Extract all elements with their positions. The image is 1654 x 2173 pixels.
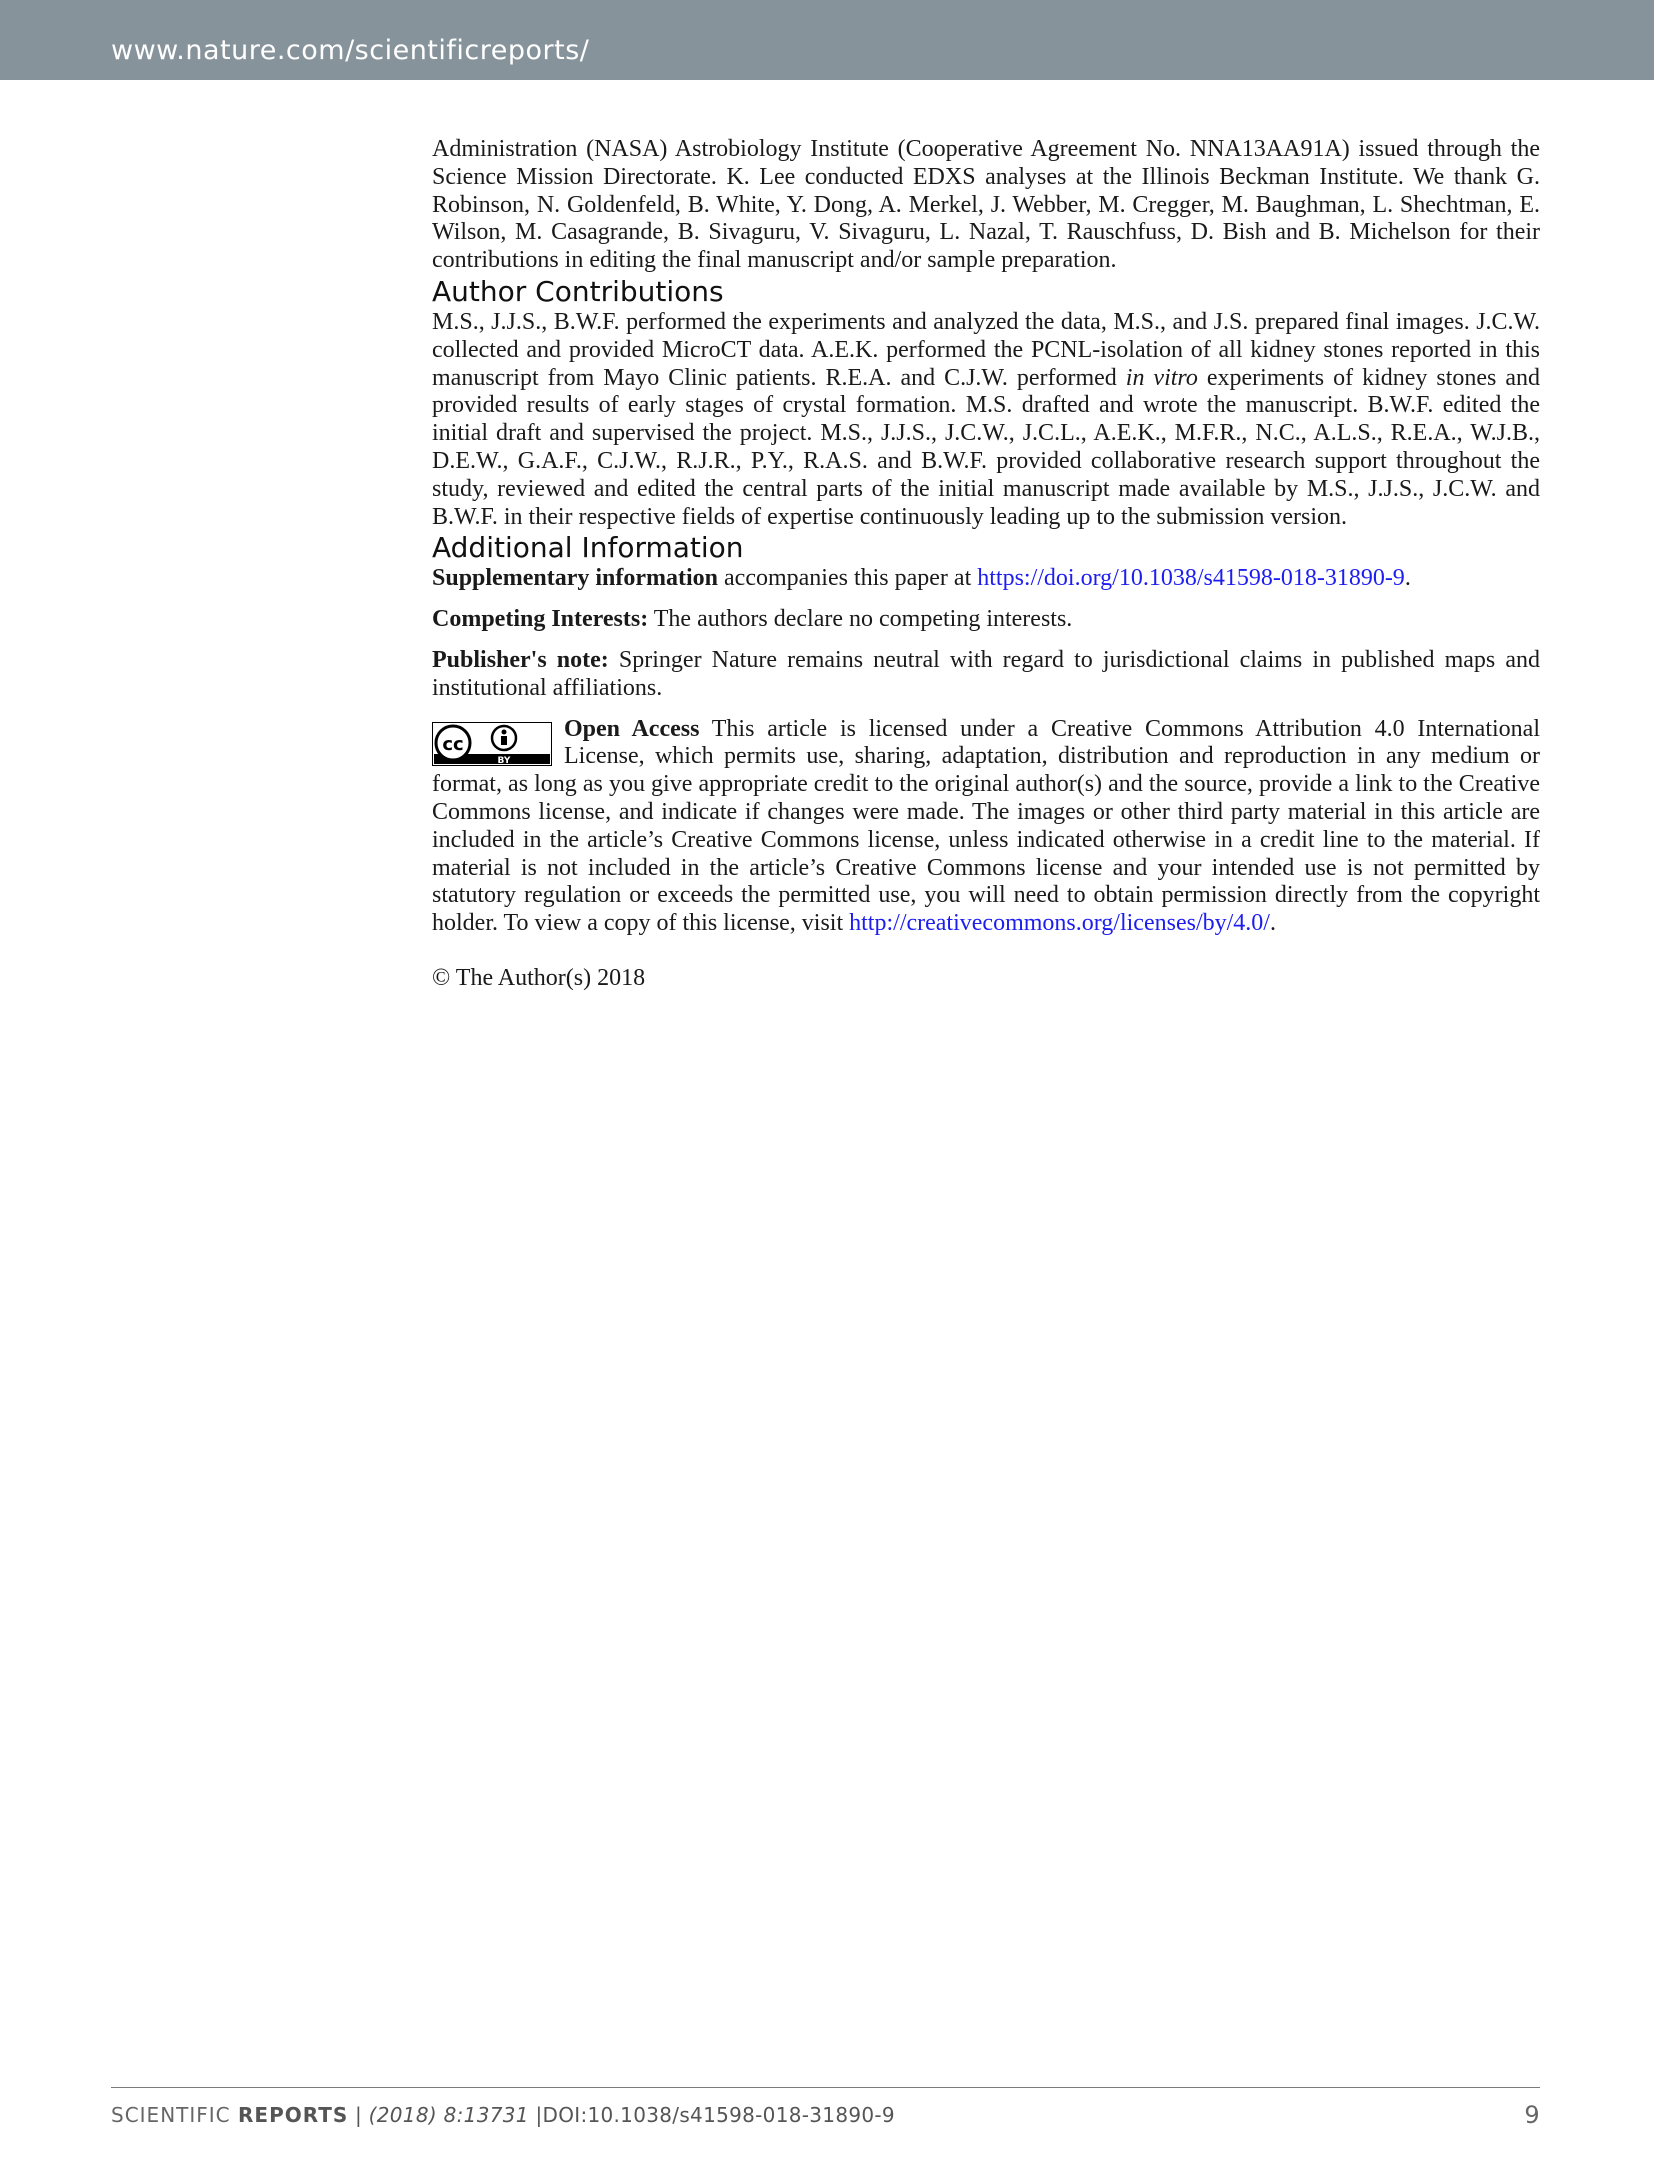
publisher-text: Springer Nature remains neutral with regard to jurisdictional claims in published maps and institutional affiliations. bbox=[432, 646, 1540, 701]
author-contributions-text-a: M.S., J.J.S., B.W.F. performed the experiments and analyzed the data, M.S., and J.S. prepared final images. J.C.W. collected and provided MicroCT data. A.E.K. performed the PCNL-isolation of all kidney stones reported in this manuscript from Mayo Clinic patients. R.E.A. and C.J.W. performed bbox=[432, 308, 1540, 391]
author-contributions-text-b: experiments of kidney stones and provided results of early stages of crystal formation. M.S. drafted and wrote the manuscript. B.W.F. edited the initial draft and supervised the project. M.S., J.J.S., J.C.W., J.C.L., A.E.K., M.F.R., N.C., A.L.S., R.E.A., W.J.B., D.E.W., G.A.F., C.J.W., R.J.R., P.Y., R.A.S. and B.W.F. provided collaborative research support throughout the study, reviewed and edited the central parts of the initial manuscript made available by M.S., J.J.S., J.C.W. and B.W.F. in their respective fields of expertise continuously leading up to the submission version. bbox=[432, 364, 1541, 530]
publishers-note bbox=[432, 647, 1540, 703]
page-footer bbox=[111, 2103, 1540, 2127]
competing-text: The authors declare no competing interests. bbox=[648, 606, 1073, 633]
competing-interests bbox=[432, 606, 1540, 634]
author-contributions-text bbox=[432, 309, 1540, 531]
open-access-statement bbox=[432, 716, 1540, 938]
attribution-icon bbox=[492, 726, 516, 750]
competing-label: Competing Interests: bbox=[432, 606, 649, 633]
supplementary-text: accompanies this paper at bbox=[718, 565, 978, 592]
supplementary-doi-link[interactable]: https://doi.org/10.1038/s41598-018-31890-9 bbox=[977, 565, 1405, 592]
journal-name-bold: REPORTS bbox=[238, 2103, 349, 2127]
journal-name-light: SCIENTIFIC bbox=[111, 2103, 238, 2127]
cc-by-badge bbox=[432, 722, 552, 766]
supplementary-label: Supplementary information bbox=[432, 565, 719, 592]
additional-information-heading: Additional Information bbox=[432, 531, 744, 565]
supplementary-tail: . bbox=[1404, 565, 1411, 592]
author-contributions-heading: Author Contributions bbox=[432, 274, 724, 308]
site-url[interactable]: www.nature.com/scientificreports/ bbox=[111, 35, 590, 66]
page-number: 9 bbox=[1524, 2101, 1540, 2129]
journal-name bbox=[111, 2103, 348, 2127]
footer-separator-2: | bbox=[528, 2103, 543, 2127]
by-letters: BY bbox=[497, 755, 511, 766]
footer-divider bbox=[111, 2087, 1540, 2088]
citation: (2018) 8:13731 bbox=[368, 2103, 529, 2127]
open-access-tail: . bbox=[1269, 910, 1276, 937]
article-body bbox=[432, 136, 1540, 993]
open-access-text: This article is licensed under a Creative Commons Attribution 4.0 International License, which permits use, sharing, adaptation, distribution and reproduction in any medium or format, as long as you give appropriate credit to the original author(s) and the source, provide a link to the Creative Commons license, and indicate if changes were made. The images or other third party material in this article are included in the article’s Creative Commons license, unless indicated otherwise in a credit line to the material. If material is not included in the article’s Creative Commons license and your intended use is not permitted by statutory regulation or exceeds the permitted use, you will need to obtain permission directly from the copyright holder. To view a copy of this license, visit bbox=[432, 715, 1540, 937]
supplementary-information bbox=[432, 565, 1540, 593]
header-bar bbox=[0, 0, 1654, 80]
creative-commons-icon bbox=[436, 726, 470, 760]
acknowledgements-text: Administration (NASA) Astrobiology Institute (Cooperative Agreement No. NNA13AA91A) issued through the Science Mission Directorate. K. Lee conducted EDXS analyses at the Illinois Beckman Institute. We thank G. Robinson, N. Goldenfeld, B. White, Y. Dong, A. Merkel, J. Webber, M. Cregger, M. Baughman, L. Shechtman, E. Wilson, M. Casagrande, B. Sivaguru, V. Sivaguru, L. Nazal, T. Rauschfuss, D. Bish and B. Michelson for their contributions in editing the final manuscript and/or sample preparation. bbox=[432, 136, 1540, 274]
open-access-label: Open Access bbox=[564, 715, 700, 742]
publisher-label: Publisher's note: bbox=[432, 646, 609, 673]
footer-doi: DOI:10.1038/s41598-018-31890-9 bbox=[542, 2103, 895, 2127]
license-link[interactable]: http://creativecommons.org/licenses/by/4.0/ bbox=[849, 910, 1270, 937]
footer-separator-1: | bbox=[348, 2103, 369, 2127]
cc-by-badge-graphic bbox=[432, 722, 552, 766]
cc-letters: cc bbox=[442, 733, 464, 755]
copyright-notice: © The Author(s) 2018 bbox=[432, 964, 646, 991]
author-contributions-italic: in vitro bbox=[1125, 364, 1198, 391]
